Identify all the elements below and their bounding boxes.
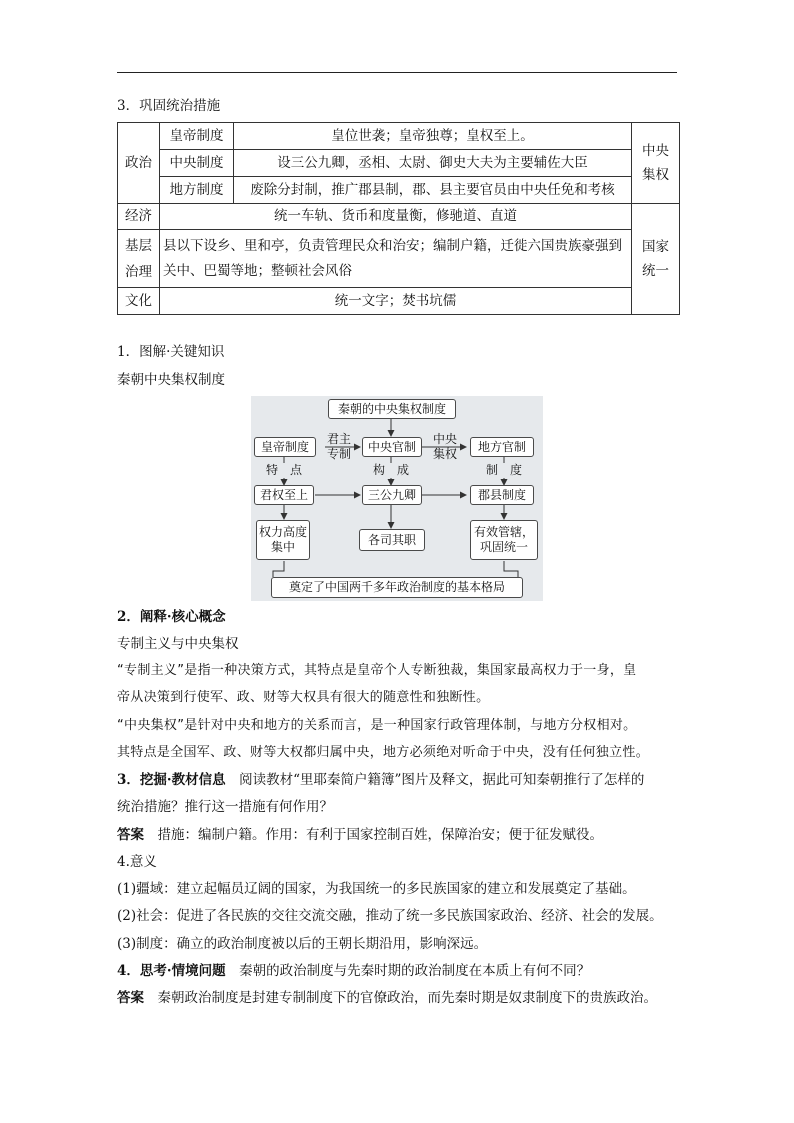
grassroots-content: 县以下设乡、里和亭，负责管理民众和治安；编制户籍，迁徙六国贵族豪强到关中、巴蜀等地；整顿社会风俗 <box>160 230 632 288</box>
imperial-supremacy-box: 君权至上 <box>254 485 314 505</box>
part1-title: 1．图解·关键知识 <box>117 344 225 360</box>
def-centralization-line: 其特点是全国军、政、财等大权都归属中央，地方必须绝对听命于中央，没有任何独立性。 <box>117 745 650 760</box>
part3-question <box>117 770 644 790</box>
national-unity-cell <box>632 204 680 315</box>
emperor-system-box: 皇帝制度 <box>254 437 316 457</box>
significance-item: (3)制度：确立的政治制度被以后的王朝长期沿用，影响深远。 <box>117 936 488 952</box>
culture-content: 统一文字；焚书坑儒 <box>160 288 632 315</box>
row-content: 皇位世袭；皇帝独尊；皇权至上。 <box>234 123 632 150</box>
part3-answer-text: 措施：编制户籍。作用：有利于国家控制百姓，保障治安；便于征发赋役。 <box>144 827 603 843</box>
def-centralization-line: “中央集权”是针对中央和地方的关系而言，是一种国家行政管理体制，与地方分权相对。 <box>117 718 637 733</box>
central-system-box: 中央官制 <box>362 437 422 457</box>
national-unity-text: 国家统一 <box>642 239 669 279</box>
section3-title: 3．巩固统治措施 <box>117 98 221 114</box>
local-system-box: 地方官制 <box>470 437 534 457</box>
label-system: 制 度 <box>481 463 527 478</box>
economy-content: 统一车轨、货币和度量衡，修驰道、直道 <box>160 204 632 230</box>
commandery-county-box: 郡县制度 <box>470 485 534 505</box>
significance-title: 4.意义 <box>117 854 157 870</box>
part2-title: 2．阐释·核心概念 <box>117 609 226 625</box>
header-rule <box>117 72 677 73</box>
part1-subtitle: 秦朝中央集权制度 <box>117 372 225 388</box>
def-autocracy-line: “专制主义”是指一种决策方式，其特点是皇帝个人专断独裁，集国家最高权力于一身，皇 <box>117 663 637 678</box>
grassroots-label: 基层治理 <box>125 237 152 280</box>
row-name: 地方制度 <box>160 177 234 204</box>
connector-unity-to-base <box>504 561 518 577</box>
diagram-top-box: 秦朝的中央集权制度 <box>328 399 456 419</box>
answer-label: 答案 <box>117 827 144 843</box>
def-autocracy-line: 帝从决策到行使军、政、财等大权具有很大的随意性和独断性。 <box>117 690 490 705</box>
part4-answer <box>117 988 657 1008</box>
part2-subtitle: 专制主义与中央集权 <box>117 636 239 652</box>
part3-question-cont: 统治措施？推行这一措施有何作用？ <box>117 799 333 815</box>
grassroots-label-cell <box>118 230 160 288</box>
row-content: 废除分封制，推广郡县制，郡、县主要官员由中央任免和考核 <box>234 177 632 204</box>
measures-table <box>117 122 680 315</box>
label-composition: 构 成 <box>368 463 414 478</box>
part3-question-text: 阅读教材“里耶秦简户籍簿”图片及释文，据此可知秦朝推行了怎样的 <box>225 772 645 788</box>
answer-label: 答案 <box>117 990 144 1006</box>
row-name: 皇帝制度 <box>160 123 234 150</box>
part3-answer <box>117 825 603 845</box>
centralization-diagram <box>251 396 543 601</box>
label-autocracy: 君主专制 <box>326 432 351 461</box>
central-power-text: 中央集权 <box>642 143 669 183</box>
part4-question <box>117 961 590 981</box>
effective-control-box: 有效管辖，巩固统一 <box>470 520 538 560</box>
political-label: 政治 <box>118 123 160 204</box>
row-name: 中央制度 <box>160 150 234 177</box>
significance-item: (2)社会：促进了各民族的交往交流交融，推动了统一多民族国家政治、经济、社会的发展。 <box>117 908 663 924</box>
label-features: 特 点 <box>261 463 307 478</box>
connector-power-to-base <box>273 561 284 577</box>
culture-label: 文化 <box>118 288 160 315</box>
part4-answer-text: 秦朝政治制度是封建专制制度下的官僚政治，而先秦时期是奴隶制度下的贵族政治。 <box>144 990 657 1006</box>
central-power-cell <box>632 123 680 204</box>
significance-item: (1)疆域：建立起幅员辽阔的国家，为我国统一的多民族国家的建立和发展奠定了基础。 <box>117 881 636 897</box>
foundation-box: 奠定了中国两千多年政治制度的基本格局 <box>271 577 523 598</box>
part3-title: 3．挖掘·教材信息 <box>117 772 226 788</box>
part4-question-text: 秦朝的政治制度与先秦时期的政治制度在本质上有何不同？ <box>225 963 591 979</box>
label-centralization: 中央集权 <box>432 432 457 461</box>
three-ministers-box: 三公九卿 <box>362 485 422 505</box>
duties-box: 各司其职 <box>359 529 425 551</box>
part4-title: 4．思考·情境问题 <box>117 963 226 979</box>
power-concentration-box: 权力高度集中 <box>256 520 310 560</box>
row-content: 设三公九卿，丞相、太尉、御史大夫为主要辅佐大臣 <box>234 150 632 177</box>
economy-label: 经济 <box>118 204 160 230</box>
